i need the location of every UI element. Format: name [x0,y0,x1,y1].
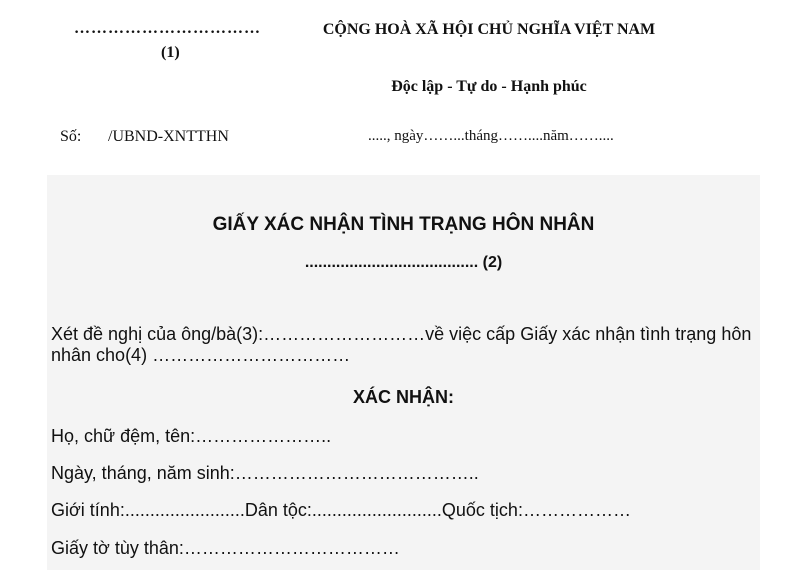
document-title: GIẤY XÁC NHẬN TÌNH TRẠNG HÔN NHÂN [212,214,595,235]
field-gender-ethnicity-nationality: Giới tính:........................Dân tộc:..........................Quốc tịch:……………… [51,500,631,520]
field-full-name: Họ, chữ đệm, tên:………………….. [51,426,332,446]
date-line: ....., ngày……...tháng……....năm…….... [368,128,614,144]
document-number-code: /UBND-XNTTHN [108,128,229,145]
document-number-label: Số: [60,128,82,145]
national-title: CỘNG HOÀ XÃ HỘI CHỦ NGHĨA VIỆT NAM [322,21,656,38]
issuing-agency-note: (1) [161,44,180,61]
proposal-paragraph: Xét đề nghị của ông/bà(3):………………………về việc cấp Giấy xác nhận tình trạng hôn nhân cho(4) …………………………… [51,324,752,365]
field-date-of-birth: Ngày, tháng, năm sinh:………………………………….. [51,463,479,483]
certificate-body [47,175,760,570]
issuing-agency-placeholder: …………………………… [74,20,261,37]
document-subtitle: ....................................... (2) [304,254,503,271]
field-identity-document: Giấy tờ tùy thân:……………………………… [51,538,400,558]
confirm-heading: XÁC NHẬN: [353,387,454,407]
national-motto: Độc lập - Tự do - Hạnh phúc [391,78,587,95]
